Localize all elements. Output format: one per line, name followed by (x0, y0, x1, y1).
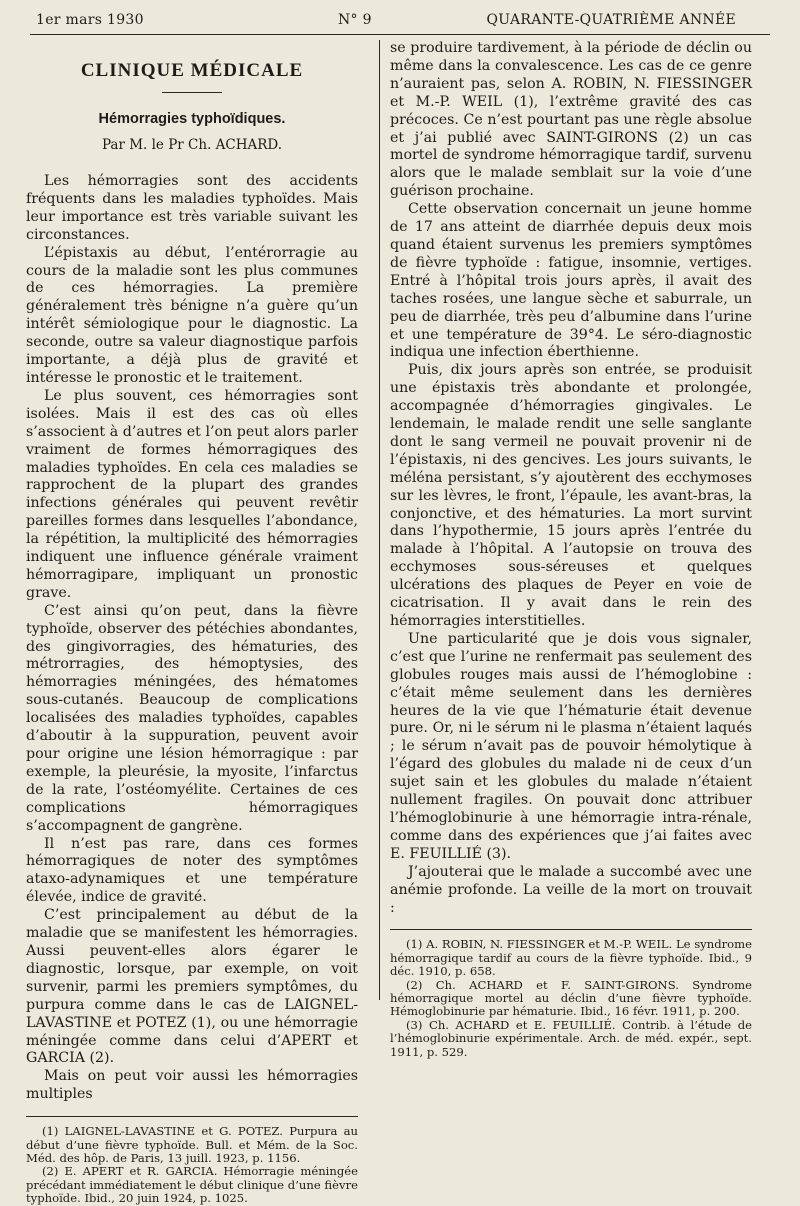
left-column (26, 40, 358, 1206)
byline-prefix: Par M. le Pr Ch. (101, 137, 212, 153)
footnote: (2) Ch. ACHARD et F. SAINT-GIRONS. Syndrome hémorragique mortel au déclin d’une fièvre typhoïde. Hémoglobinurie par hématurie. Ibid., 16 févr. 1911, p. 200. (390, 977, 752, 1019)
article-title: Hémorragies typhoïdiques. (98, 111, 286, 127)
byline-author: ACHARD. (215, 137, 283, 153)
paragraph: Une particularité que je dois vous signaler, c’est que l’urine ne renfermait pas seulement des globules rouges mais aussi de l’hémoglobine : c’était même seulement dans les dernières heures de la vie que l’hématurie était devenue pure. Or, ni le sérum ni le plasma n’étaient laqués ; le sérum n’avait pas de pouvoir hémolytique à l’égard des globules du malade ni de ceux d’un sujet sain et les globules du malade n’étaient nullement fragiles. On pouvait donc attribuer l’hémoglobinurie à une hémorragie intra-rénale, comme dans des expériences que j’ai faites avec E. FEUILLIÉ (3). (390, 630, 752, 862)
paragraph: Mais on peut voir aussi les hémorragies multiples (26, 1068, 358, 1103)
footnote: (2) E. APERT et R. GARCIA. Hémorragie méningée précédant immédiatement le début clinique d’une fièvre typhoïde. Ibid., 20 juin 1924, p. 1025. (26, 1164, 358, 1206)
paragraph: C’est principalement au début de la maladie que se manifestent les hémorragies. Aussi peuvent-elles alors égarer le diagnostic, lorsque, par exemple, on voit survenir, parmi les premiers symptômes, du purpura comme dans le cas de LAIGNEL-LAVASTINE et POTEZ (1), ou une hémorragie méningée comme dans celui d’APERT et GARCIA (2). (26, 907, 358, 1067)
byline (26, 137, 358, 153)
paragraph: J’ajouterai que le malade a succombé avec une anémie profonde. La veille de la mort on trouvait : (390, 863, 752, 916)
footnote-rule (26, 1116, 358, 1117)
section-title: CLINIQUE MÉDICALE (80, 60, 304, 81)
footnote: (1) A. ROBIN, N. FIESSINGER et M.-P. WEIL. Le syndrome hémorragique tardif au cours de la fièvre typhoïde. Ibid., 9 déc. 1910, p. 658. (390, 937, 752, 979)
footnote-rule (390, 929, 752, 930)
footnote: (1) LAIGNEL-LAVASTINE et G. POTEZ. Purpura au début d’une fièvre typhoïde. Bull. et Mém. de la Soc. Méd. des hôp. de Paris, 13 juill. 1923, p. 1156. (26, 1124, 358, 1165)
right-footnotes (390, 938, 752, 1059)
paragraph: Il n’est pas rare, dans ces formes hémorragiques de noter des symptômes ataxo-adynamiques et une température élevée, indice de gravité. (26, 835, 358, 906)
paragraph: Les hémorragies sont des accidents fréquents dans les maladies typhoïdes. Mais leur importance est très variable suivant les circonstances. (26, 173, 358, 243)
footnote: (3) Ch. ACHARD et E. FEUILLIÉ. Contrib. à l’étude de l’hémoglobinurie expérimentale. Arch. de méd. expér., sept. 1911, p. 529. (390, 1017, 752, 1059)
header-volume-year: QUARANTE-QUATRIÈME ANNÉE (486, 12, 736, 28)
title-rule (162, 92, 222, 93)
paragraph: L’épistaxis au début, l’entérorragie au cours de la maladie sont les plus communes de ces hémorragies. La première généralement très bénigne n’a guère qu’un intérêt sémiologique pour le diagnostic. La seconde, outre sa valeur diagnostique parfois importante, a déjà plus de gravité et intéresse le pronostic et le traitement. (26, 244, 358, 386)
paragraph: se produire tardivement, à la période de déclin ou même dans la convalescence. Les cas de ce genre n’auraient pas, selon A. ROBIN, N. FIESSINGER et M.-P. WEIL (1), l’extrême gravité des cas précoces. Ce n’est pourtant pas une règle absolue et j’ai publié avec SAINT-GIRONS (2) un cas mortel de syndrome hémorragique tardif, survenu alors que le malade semblait sur la voie d’une guérison prochaine. (390, 40, 752, 200)
left-footnotes (26, 1125, 358, 1205)
right-column (390, 40, 752, 1059)
header-rule (30, 34, 770, 35)
paragraph: Cette observation concernait un jeune homme de 17 ans atteint de diarrhée depuis deux mois quand étaient survenus les premiers symptômes de fièvre typhoïde : fatigue, insomnie, vertiges. Entré à l’hôpital trois jours après, il avait des taches rosées, une langue sèche et saburrale, un peu de diarrhée, très peu d’albumine dans l’urine et une température de 39°4. Le séro-diagnostic indiqua une infection éberthienne. (390, 201, 752, 361)
paragraph: Puis, dix jours après son entrée, se produisit une épistaxis très abondante et prolongée, accompagnée d’hémorragies gingivales. Le lendemain, le malade rendit une selle sanglante dont le sang vermeil ne pouvait provenir ni de l’épistaxis, ni des gencives. Les jours suivants, le méléna persistant, s’y ajoutèrent des ecchymoses sur les lèvres, le front, l’épaule, les avant-bras, la conjonctive, et des hématuries. La mort survint dans l’hypothermie, 15 jours après l’entrée du malade à l’hôpital. A l’autopsie on trouva des ecchymoses sous-séreuses et quelques ulcérations des plaques de Peyer en voie de cicatrisation. Il y avait dans le rein des hémorragies interstitielles. (390, 362, 752, 629)
paragraph: C’est ainsi qu’on peut, dans la fièvre typhoïde, observer des pétéchies abondantes, des gingivorragies, des hématuries, des métrorragies, des hémoptysies, des hémorragies méningées, des hématomes sous-cutanés. Beaucoup de complications localisées des maladies typhoïdes, capables d’aboutir à la suppuration, peuvent avoir pour origine une lésion hémorragique : par exemple, la pleurésie, la myosite, l’infarctus de la rate, l’ostéomyélite. Certaines de ces complications hémorragiques s’accompagnent de gangrène. (26, 602, 358, 834)
header-issue-number: N° 9 (338, 12, 372, 28)
paragraph: Le plus souvent, ces hémorragies sont isolées. Mais il est des cas où elles s’associent à d’autres et l’on peut alors parler vraiment de formes hémorragiques des maladies typhoïdes. En cela ces maladies se rapprochent de la plupart des grandes infections générales qui peuvent revêtir pareilles formes dans lesquelles l’abondance, la répétition, la multiplicité des hémorragies indiquent une influence générale vraiment hémorragipare, impliquant un pronostic grave. (26, 387, 358, 601)
column-divider (379, 40, 380, 1000)
header-date: 1er mars 1930 (36, 12, 144, 28)
